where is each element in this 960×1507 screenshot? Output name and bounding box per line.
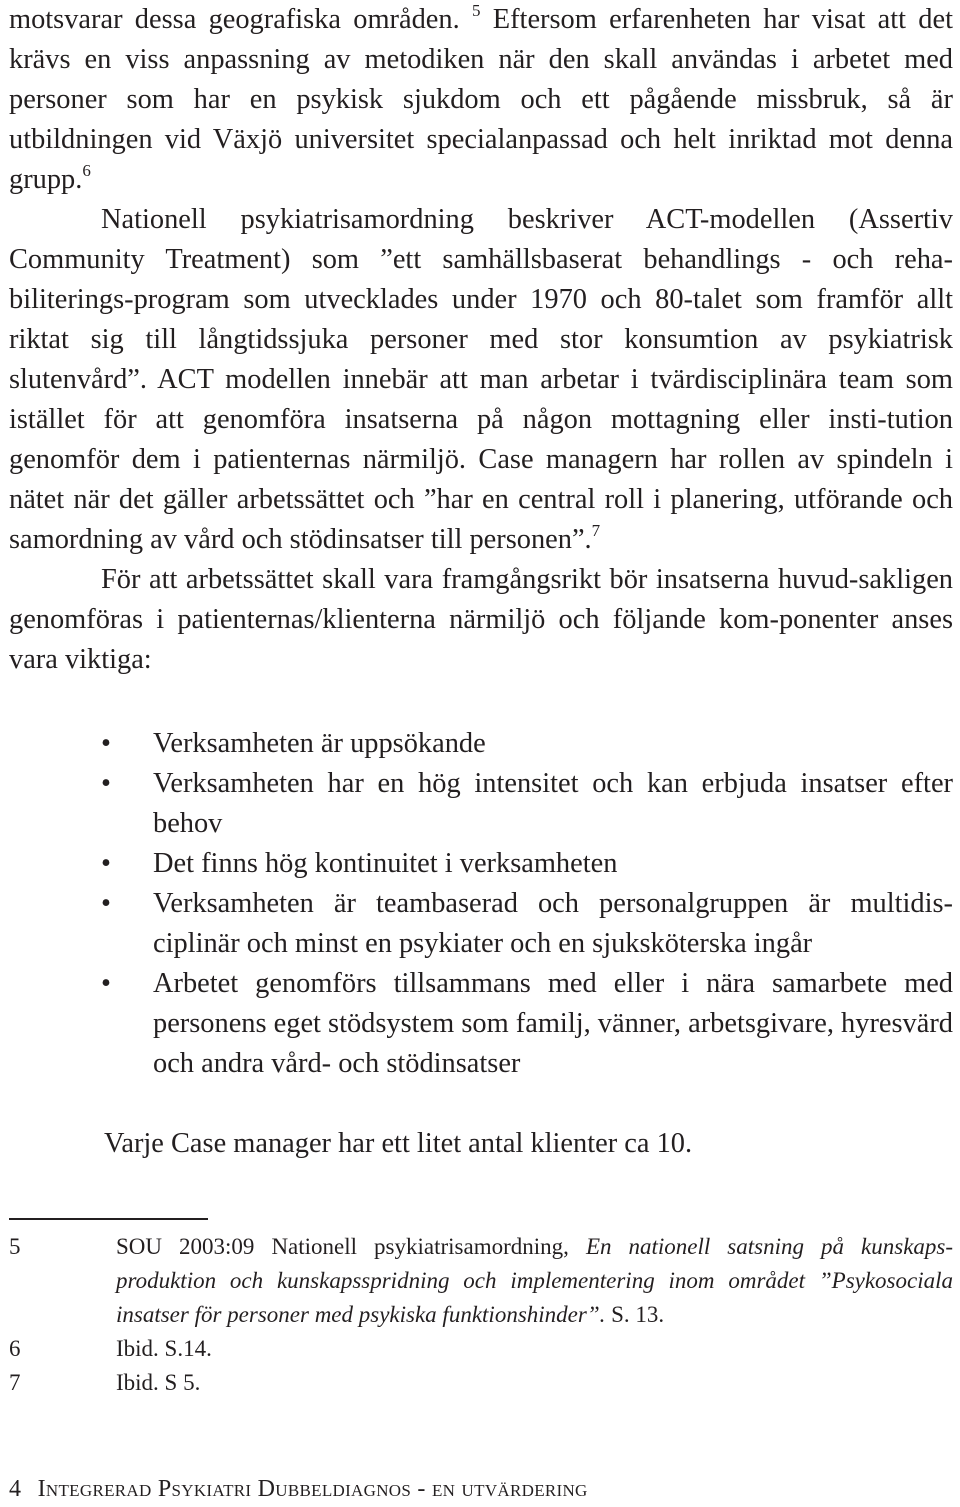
footnote-title: En nationell satsning på kunskaps-produktion och kunskapsspridning och implementering inom området ”Psykosociala insatser för personer med psykiska funktionshinder”. [116,1234,954,1327]
bullet-icon: • [101,728,111,759]
footnote-marker-5: 5 [471,1,481,20]
list-item [9,764,953,844]
bullet-icon: • [101,888,111,919]
footnote-text: Ibid. S 5. [116,1370,201,1395]
footnote-divider [9,1218,208,1220]
list-item-text: Arbetet genomförs tillsammans med eller i nära samarbete med personens eget stödsystem som familj, vänner, arbetsgivare, hyresvärd och andra vård- och stödinsatser [153,968,953,1079]
footnotes [9,1230,953,1400]
components-paragraph: För att arbetssättet skall vara framgångsrikt bör insatserna huvud-sakligen genomföras i patienternas/klienterna närmiljö och följande kom-ponenter anses vara viktiga: [9,564,953,675]
closing-sentence: Varje Case manager har ett litet antal klienter ca 10. [104,1128,693,1159]
footnote-text: Ibid. S.14. [116,1336,212,1361]
footnote-6 [9,1332,953,1366]
main-text [9,0,953,680]
page-number: 4 [9,1476,22,1502]
list-item [9,844,953,884]
footnote-source: SOU 2003:09 Nationell psykiatrisamordning, [116,1234,569,1259]
footnote-7 [9,1366,953,1400]
bullet-icon: • [101,968,111,999]
bullet-icon: • [101,768,111,799]
list-item [9,884,953,964]
intro-paragraph [9,0,953,200]
bullet-icon: • [101,848,111,879]
list-item [9,964,953,1084]
footnote-number: 5 [9,1234,21,1259]
footnote-number: 7 [9,1370,21,1395]
act-paragraph [9,200,953,560]
running-footer [9,1474,588,1504]
list-item-text: Verksamheten har en hög intensitet och kan erbjuda insatser efter behov [153,768,953,839]
footnote-marker-7: 7 [591,521,601,540]
list-item [9,724,953,764]
list-item-text: Verksamheten är uppsökande [153,728,486,759]
footnote-5 [9,1230,953,1332]
footnote-text [116,1230,953,1332]
components-list [9,724,953,1084]
footnote-number: 6 [9,1336,21,1361]
intro-rest: Eftersom erfarenheten har visat att det krävs en viss anpassning av metodiken när den skall användas i arbetet med personer som har en psykisk sjukdom och ett pågående missbruk, så är utbildningen vid Växjö universitet specialanpassad och helt inriktad mot denna grupp. [9,4,953,195]
footnote-page: S. 13. [611,1302,665,1327]
act-paragraph-text: Nationell psykiatrisamordning beskriver ACT-modellen (Assertiv Community Treatment) som ”ett samhällsbaserat behandlings - och reha-biliterings-program som utvecklades under 1970 och 80-talet som framför allt riktat sig till långtidssjuka personer med stor konsumtion av psykiatrisk slutenvård”. ACT modellen innebär att man arbetar i tvärdisciplinära team som istället för att genomföra insatserna på någon mottagning eller insti-tution genomför dem i patienternas närmiljö. Case managern har rollen av spindeln i nätet när det gäller arbetssättet och ”har en central roll i planering, utförande och samordning av vård och stödinsatser till personen”. [9,204,953,555]
list-item-text: Det finns hög kontinuitet i verksamheten [153,848,618,879]
footnote-marker-6: 6 [82,161,91,180]
list-item-text: Verksamheten är teambaserad och personalgruppen är multidis-ciplinär och minst en psykiater och en sjuksköterska ingår [153,888,953,959]
running-title: Integrerad Psykiatri Dubbeldiagnos - en utvärdering [37,1476,588,1502]
intro-lead: motsvarar dessa geografiska områden. [9,4,460,35]
